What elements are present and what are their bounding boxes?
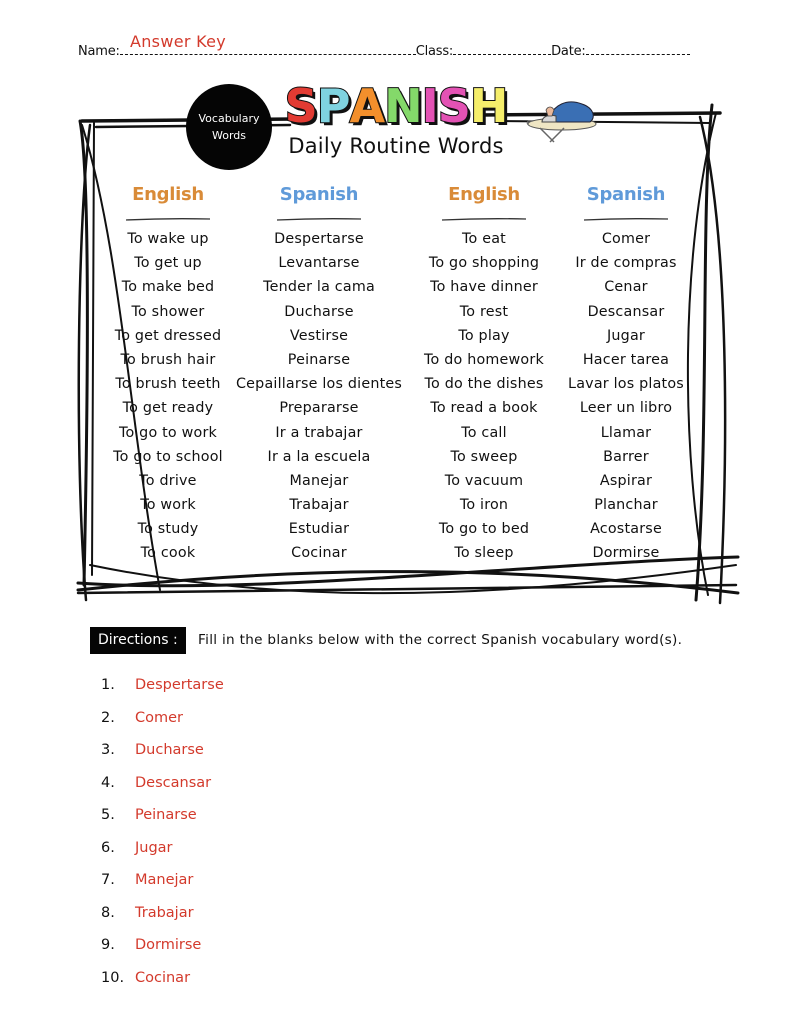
english-term: To sweep xyxy=(450,448,518,465)
answer-value[interactable]: Comer xyxy=(135,709,184,726)
date-blank[interactable] xyxy=(586,44,690,55)
title-letter: N xyxy=(384,79,422,133)
title-letter: P xyxy=(316,79,350,133)
spanish-term: Ducharse xyxy=(284,303,354,320)
answer-number: 8. xyxy=(101,904,115,921)
column-english-2 xyxy=(416,182,552,566)
english-term: To sleep xyxy=(454,545,514,562)
answer-number: 7. xyxy=(101,872,115,888)
student-info-line xyxy=(78,44,718,66)
answer-number: 10. xyxy=(101,969,125,986)
english-term: To get up xyxy=(134,255,202,272)
page-title xyxy=(278,78,514,134)
answer-number: 6. xyxy=(101,839,115,856)
title-letter: S xyxy=(437,79,470,133)
header-underline xyxy=(434,215,534,223)
spanish-term: Llamar xyxy=(600,424,652,441)
answer-item xyxy=(101,966,224,999)
spanish-term: Despertarse xyxy=(274,231,364,247)
column-header: English xyxy=(132,184,204,205)
english-term: To read a book xyxy=(430,400,538,417)
answer-item xyxy=(101,836,224,869)
english-term: To cook xyxy=(140,545,196,562)
english-term: To drive xyxy=(139,472,197,489)
title-letter: I xyxy=(421,79,438,133)
ironing-board-icon xyxy=(520,88,600,144)
english-term: To go to bed xyxy=(438,521,530,538)
english-term: To go shopping xyxy=(428,255,540,272)
spanish-term: Planchar xyxy=(594,497,658,514)
english-term: To make bed xyxy=(121,279,215,296)
name-blank[interactable] xyxy=(120,44,416,55)
answer-number: 9. xyxy=(101,937,115,953)
column-english-1 xyxy=(100,182,236,566)
date-label: Date: xyxy=(551,44,586,59)
english-term: To rest xyxy=(459,303,509,320)
spanish-term: Levantarse xyxy=(278,255,360,272)
english-term: To go to school xyxy=(113,448,223,465)
english-term: To study xyxy=(137,521,199,538)
english-term: To do the dishes xyxy=(424,376,544,393)
answer-value[interactable]: Despertarse xyxy=(135,677,224,693)
answer-number: 5. xyxy=(101,807,115,823)
class-blank[interactable] xyxy=(453,44,551,55)
answer-value[interactable]: Cocinar xyxy=(135,969,191,986)
english-term: To get ready xyxy=(122,400,214,417)
english-term: To brush hair xyxy=(120,351,216,368)
answer-value[interactable]: Manejar xyxy=(135,872,194,888)
english-term: To brush teeth xyxy=(115,376,221,393)
spanish-term: Ir de compras xyxy=(575,255,677,272)
spanish-term: Vestirse xyxy=(289,327,349,344)
spanish-term: Prepararse xyxy=(279,400,359,417)
column-header: Spanish xyxy=(586,184,666,205)
title-letter: S xyxy=(284,79,317,133)
english-term: To wake up xyxy=(127,231,209,247)
directions-label: Directions : xyxy=(90,627,186,654)
spanish-term: Comer xyxy=(601,231,651,247)
english-term: To do homework xyxy=(424,351,544,368)
spanish-term: Manejar xyxy=(289,472,349,489)
class-label: Class: xyxy=(415,44,454,59)
directions-text: Fill in the blanks below with the correct Spanish vocabulary word(s). xyxy=(198,632,683,648)
english-term: To work xyxy=(140,497,196,514)
badge-line-2: Words xyxy=(211,129,246,142)
spanish-term: Descansar xyxy=(587,303,665,320)
english-term: To iron xyxy=(459,497,509,514)
spanish-term: Estudiar xyxy=(288,521,350,538)
english-term: To play xyxy=(458,327,510,344)
answer-number: 4. xyxy=(101,774,115,791)
spanish-term: Barrer xyxy=(603,448,649,465)
spanish-term: Peinarse xyxy=(287,351,351,368)
english-term: To shower xyxy=(131,303,205,320)
english-term: To vacuum xyxy=(444,472,524,489)
spanish-term: Lavar los platos xyxy=(568,376,684,393)
column-spanish-1 xyxy=(236,182,402,566)
answer-value[interactable]: Peinarse xyxy=(135,807,197,823)
spanish-term: Tender la cama xyxy=(263,279,375,296)
spanish-term: Ir a trabajar xyxy=(275,424,363,441)
answer-item xyxy=(101,933,224,966)
answer-number: 2. xyxy=(101,709,115,726)
header-underline xyxy=(269,215,369,223)
spanish-term: Cocinar xyxy=(291,545,347,562)
answer-value[interactable]: Trabajar xyxy=(135,904,194,921)
answer-value[interactable]: Jugar xyxy=(135,839,173,856)
answer-value[interactable]: Dormirse xyxy=(135,937,202,953)
answer-number: 3. xyxy=(101,742,115,758)
english-term: To eat xyxy=(462,231,506,247)
name-label: Name: xyxy=(78,44,120,59)
spanish-term: Cepaillarse los dientes xyxy=(236,376,403,393)
title-letter: H xyxy=(469,79,508,133)
answer-item xyxy=(101,706,224,739)
answer-number: 1. xyxy=(101,677,115,693)
answer-item xyxy=(101,673,224,706)
answer-item xyxy=(101,738,224,771)
answer-list xyxy=(101,673,224,998)
column-header: English xyxy=(448,184,520,205)
answer-item xyxy=(101,868,224,901)
page-subtitle: Daily Routine Words xyxy=(288,134,504,158)
header-underline xyxy=(118,215,218,223)
spanish-term: Dormirse xyxy=(592,545,660,562)
answer-item xyxy=(101,771,224,804)
answer-value[interactable]: Ducharse xyxy=(135,742,204,758)
english-term: To go to work xyxy=(118,424,218,441)
spanish-term: Cenar xyxy=(604,279,648,296)
answer-value[interactable]: Descansar xyxy=(135,774,212,791)
english-term: To have dinner xyxy=(430,279,538,296)
vocabulary-words-badge xyxy=(186,84,272,170)
english-term: To get dressed xyxy=(114,327,222,344)
header-underline xyxy=(576,215,676,223)
spanish-term: Aspirar xyxy=(599,472,653,489)
answer-item xyxy=(101,901,224,934)
column-header: Spanish xyxy=(279,184,359,205)
spanish-term: Leer un libro xyxy=(579,400,673,417)
spanish-term: Trabajar xyxy=(289,497,349,514)
title-letter: A xyxy=(349,79,385,133)
english-term: To call xyxy=(461,424,507,441)
spanish-term: Hacer tarea xyxy=(582,351,670,368)
spanish-term: Acostarse xyxy=(590,521,662,538)
answer-item xyxy=(101,803,224,836)
name-answer: Answer Key xyxy=(130,32,227,51)
badge-line-1: Vocabulary xyxy=(198,112,260,125)
column-spanish-2 xyxy=(552,182,700,566)
spanish-term: Jugar xyxy=(607,327,645,344)
spanish-term: Ir a la escuela xyxy=(267,448,371,465)
